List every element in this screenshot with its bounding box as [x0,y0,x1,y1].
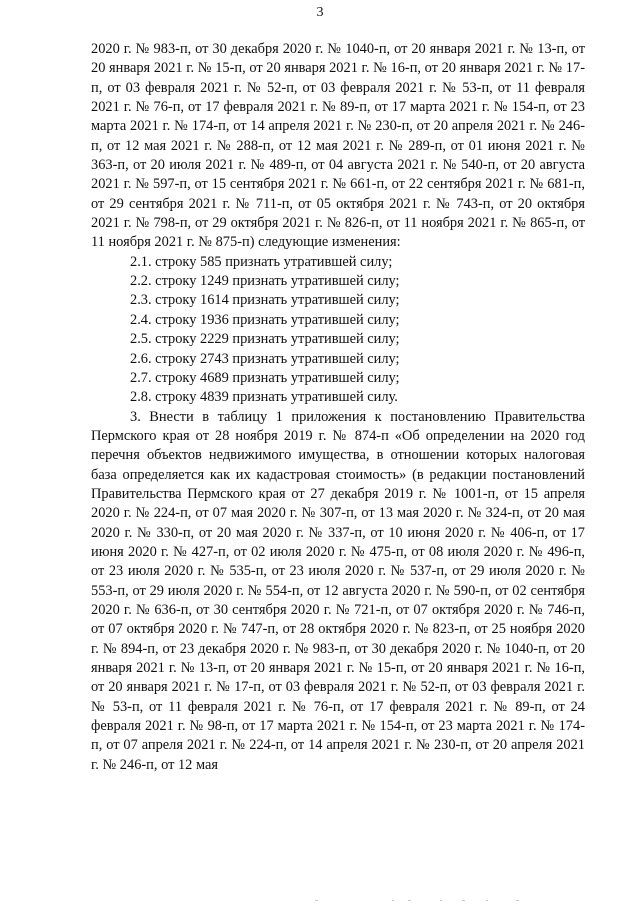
page-number: 3 [316,5,324,20]
amendment-list [91,253,585,408]
list-item: 2.1. строку 585 признать утратившей силу; [130,253,393,270]
paragraph-continuation: 2020 г. № 983-п, от 30 декабря 2020 г. № 1040-п, от 20 января 2021 г. № 13-п, от 20 января 2021 г. № 15-п, от 20 января 2021 г. № 16-п, от 20 января 2021 г. № 17-п, от 03 февраля 2021 г. № 52-п, от 03 февраля 2021 г. № 53-п, от 11 февраля 2021 г. № 76-п, от 17 февраля 2021 г. № 89-п, от 17 марта 2021 г. № 154-п, от 23 марта 2021 г. № 174-п, от 14 апреля 2021 г. № 230-п, от 20 апреля 2021 г. № 246-п, от 12 мая 2021 г. № 288-п, от 12 мая 2021 г. № 289-п, от 01 июня 2021 г. № 363-п, от 20 июля 2021 г. № 489-п, от 04 августа 2021 г. № 540-п, от 20 августа 2021 г. № 597-п, от 15 сентября 2021 г. № 661-п, от 22 сентября 2021 г. № 681-п, от 29 сентября 2021 г. № 711-п, от 05 октября 2021 г. № 743-п, от 20 октября 2021 г. № 798-п, от 29 октября 2021 г. № 826-п, от 11 ноября 2021 г. № 865-п, от 11 ноября 2021 г. № 875-п) следующие изменения: [91,41,585,251]
list-item: 2.4. строку 1936 признать утратившей силу; [130,311,400,328]
paragraph-3: 3. Внести в таблицу 1 приложения к постановлению Правительства Пермского края от 28 ноября 2019 г. № 874-п «Об определении на 2020 год перечня объектов недвижимого имущества, в отношении которых налоговая база определяется как их кадастровая стоимость» (в редакции постановлений Правительства Пермского края от 27 декабря 2019 г. № 1001-п, от 15 апреля 2020 г. № 224-п, от 07 мая 2020 г. № 307-п, от 13 мая 2020 г. № 324-п, от 20 мая 2020 г. № 330-п, от 20 мая 2020 г. № 337-п, от 10 июня 2020 г. № 406-п, от 17 июня 2020 г. № 427-п, от 02 июля 2020 г. № 475-п, от 08 июля 2020 г. № 496-п, от 23 июля 2020 г. № 535-п, от 23 июля 2020 г. № 537-п, от 29 июля 2020 г. № 553-п, от 29 июля 2020 г. № 554-п, от 12 августа 2020 г. № 590-п, от 02 сентября 2020 г. № 636-п, от 30 сентября 2020 г. № 721-п, от 07 октября 2020 г. № 746-п, от 07 октября 2020 г. № 747-п, от 28 октября 2020 г. № 823-п, от 25 ноября 2020 г. № 894-п, от 23 декабря 2020 г. № 983-п, от 30 декабря 2020 г. № 1040-п, от 20 января 2021 г. № 13-п, от 20 января 2021 г. № 15-п, от 20 января 2021 г. № 16-п, от 20 января 2021 г. № 17-п, от 03 февраля 2021 г. № 52-п, от 03 февраля 2021 г. № 53-п, от 11 февраля 2021 г. № 76-п, от 17 февраля 2021 г. № 89-п, от 24 февраля 2021 г. № 98-п, от 17 марта 2021 г. № 154-п, от 23 марта 2021 г. № 174-п, от 07 апреля 2021 г. № 224-п, от 14 апреля 2021 г. № 230-п, от 20 апреля 2021 г. № 246-п, от 12 мая [91,408,585,773]
list-item: 2.6. строку 2743 признать утратившей силу; [130,350,400,367]
document-body [91,40,585,775]
scan-artifact [0,895,640,903]
list-item: 2.3. строку 1614 признать утратившей силу; [130,292,400,309]
list-item: 2.8. строку 4839 признать утратившей силу. [130,389,398,406]
list-item: 2.7. строку 4689 признать утратившей силу; [130,369,400,386]
list-item: 2.5. строку 2229 признать утратившей силу; [130,331,400,348]
list-item: 2.2. строку 1249 признать утратившей силу; [130,273,400,290]
